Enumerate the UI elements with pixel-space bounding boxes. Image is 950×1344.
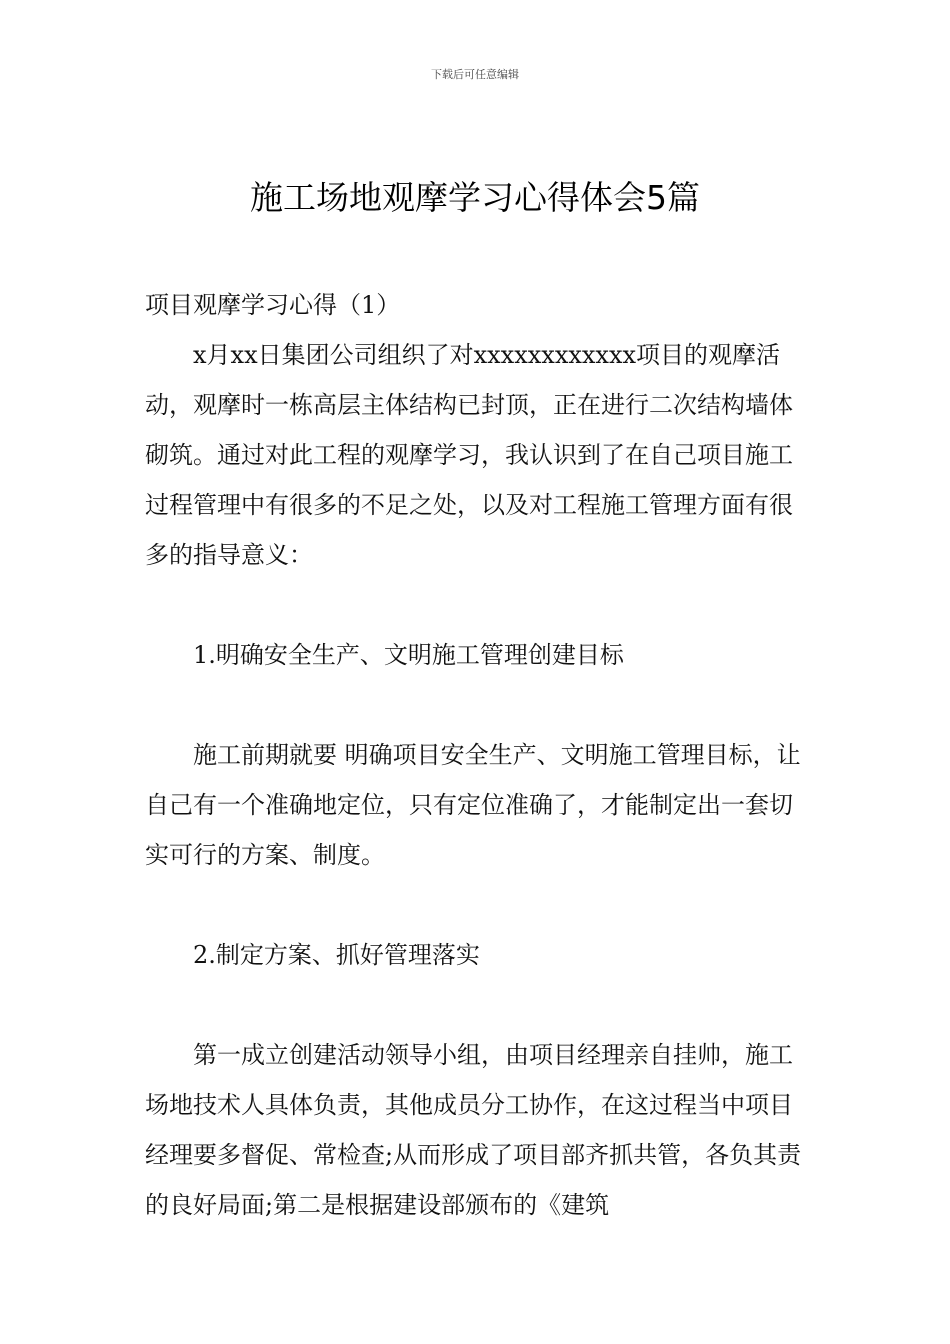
paragraph-implementation: 第一成立创建活动领导小组，由项目经理亲自挂帅，施工场地技术人具体负责，其他成员分工协作，在这过程当中项目经理要多督促、常检查;从而形成了项目部齐抓共管，各负其责的良好局面;第二是根据建设部颁布的《建筑 — [145, 1041, 802, 1219]
paragraph-intro: x月xx日集团公司组织了对xxxxxxxxxxxx项目的观摩活动，观摩时一栋高层主体结构已封顶，正在进行二次结构墙体砌筑。通过对此工程的观摩学习，我认识到了在自己项目施工过程管理中有很多的不足之处，以及对工程施工管理方面有很多的指导意义： — [145, 341, 793, 569]
point-heading-1: 1.明确安全生产、文明施工管理创建目标 — [193, 641, 624, 669]
document-body — [145, 280, 810, 1230]
document-title: 施工场地观摩学习心得体会5篇 — [250, 178, 700, 217]
paragraph-gap — [145, 680, 810, 730]
paragraph-gap — [145, 880, 810, 930]
header-note: 下载后可任意编辑 — [431, 68, 519, 81]
point-heading-2: 2.制定方案、抓好管理落实 — [193, 941, 480, 969]
paragraph-gap — [145, 580, 810, 630]
paragraph-goals: 施工前期就要 明确项目安全生产、文明施工管理目标，让自己有一个准确地定位，只有定位准确了，才能制定出一套切实可行的方案、制度。 — [145, 741, 801, 869]
paragraph-gap — [145, 980, 810, 1030]
section-heading: 项目观摩学习心得（1） — [145, 291, 401, 319]
